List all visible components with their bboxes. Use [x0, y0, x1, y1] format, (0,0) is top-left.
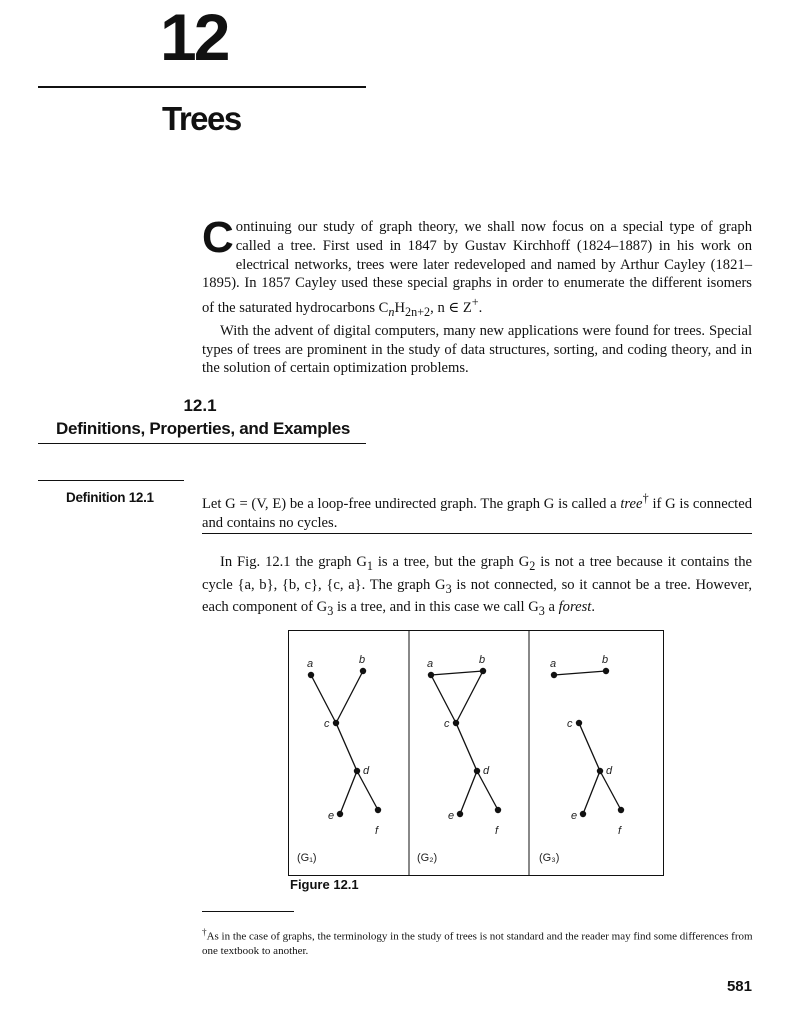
footnote [202, 925, 754, 958]
vertex-f [375, 807, 381, 813]
page-number: 581 [726, 978, 752, 995]
graph-g2 [431, 671, 498, 814]
footnote-rule [202, 911, 294, 912]
vertex-b [480, 668, 486, 674]
para-b: is a tree, but the graph G [372, 554, 530, 570]
vertex-d [474, 768, 480, 774]
para-a: In Fig. 12.1 the graph G [220, 554, 367, 570]
vertex-e [580, 811, 586, 817]
label-b: b [359, 654, 366, 666]
intro-text [202, 213, 752, 378]
para-d: is not connected, so it cannot be a tree. However, each component of G [202, 576, 752, 616]
formula-end: . [478, 300, 483, 317]
formula-h: H [394, 300, 406, 317]
label-f: f [618, 825, 622, 837]
section-rule [38, 443, 366, 444]
edge-b-c [336, 671, 363, 723]
para-c: is not a tree because it contains the cycle {a, b}, {b, c}, {c, a}. The graph G [202, 554, 752, 593]
drop-cap: C [202, 213, 234, 262]
section-number: 12.1 [183, 396, 217, 415]
vertex-b [603, 668, 609, 674]
definition-label: Definition 12.1 [66, 490, 154, 505]
formula-sub-2n2: 2n+2 [405, 304, 431, 319]
chapter-number: 12 [160, 0, 228, 74]
definition-rule [38, 480, 184, 481]
graph-g1 [311, 671, 378, 814]
vertex-b [360, 668, 366, 674]
footnote-text: As in the case of graphs, the terminology in the study of trees is not standard and the reader may find some differences from one textbook to another. [202, 930, 753, 957]
chapter-title: Trees [162, 100, 241, 137]
definition-bottom-rule [202, 533, 752, 534]
edge-d-e [583, 771, 600, 814]
definition-text-a: Let G = (V, E) be a loop-free undirected graph. The graph G is called a [202, 495, 621, 512]
formula-sub-n: n [388, 304, 395, 319]
definition-text-b: if G is connected and contains no cycles. [202, 495, 753, 531]
edge-a-c [311, 675, 336, 723]
formula-tail: , n ∈ Z [430, 300, 472, 317]
edge-d-e [460, 771, 477, 814]
chapter-rule [38, 86, 366, 88]
vertex-c [333, 720, 339, 726]
vertex-a [308, 672, 314, 678]
panel-label-g2: (G₂) [417, 852, 438, 864]
label-f: f [495, 825, 499, 837]
intro-paragraph-1 [202, 213, 752, 322]
vertex-a [428, 672, 434, 678]
label-e: e [328, 810, 335, 822]
vertex-f [495, 807, 501, 813]
edge-d-e [340, 771, 357, 814]
para-sub-2: 2 [529, 558, 536, 573]
definition-term: tree [620, 495, 643, 512]
footnote-mark: † [202, 927, 207, 937]
label-a: a [307, 658, 314, 670]
label-c: c [324, 718, 330, 730]
para-sub-3: 3 [445, 581, 452, 596]
para-sub-4: 3 [327, 604, 334, 619]
figure-caption: Figure 12.1 [290, 877, 359, 892]
label-a: a [427, 658, 434, 670]
para-f: a [544, 599, 559, 616]
label-b: b [479, 654, 486, 666]
label-d: d [483, 765, 490, 777]
panel-label-g1: (G₁) [297, 852, 317, 864]
label-d: d [363, 765, 370, 777]
intro-paragraph-2: With the advent of digital computers, many new applications were found for trees. Special types of trees are prominent in the study of data structures, sorting, and coding theory, and in the solution of certain optimization problems. [202, 322, 752, 377]
definition-text [202, 489, 752, 532]
para-g: . [591, 599, 595, 616]
graph-g3 [554, 671, 621, 814]
label-f: f [375, 825, 379, 837]
para-e: is a tree, and in this case we call G [333, 599, 539, 616]
vertex-d [597, 768, 603, 774]
label-e: e [448, 810, 455, 822]
vertex-a [551, 672, 557, 678]
vertex-d [354, 768, 360, 774]
edge-b-c [456, 671, 483, 723]
figure-intro-paragraph [202, 553, 752, 621]
vertex-f [618, 807, 624, 813]
label-c: c [444, 718, 450, 730]
edge-c-d [456, 723, 477, 771]
vertex-c [576, 720, 582, 726]
dagger-mark: † [642, 491, 649, 505]
para-sub-1: 1 [366, 558, 373, 573]
panel-label-g3: (G₃) [539, 852, 560, 864]
label-a: a [550, 658, 557, 670]
edge-a-b [554, 671, 606, 675]
figure-graphs [289, 631, 663, 875]
forest-term: forest [558, 599, 592, 616]
edge-a-c [431, 675, 456, 723]
label-d: d [606, 765, 613, 777]
vertex-e [337, 811, 343, 817]
edge-c-d [336, 723, 357, 771]
label-b: b [602, 654, 609, 666]
vertex-e [457, 811, 463, 817]
intro-p1-text: ontinuing our study of graph theory, we shall now focus on a special type of graph called a tree. First used in 1847 by Gustav Kirchhoff (1824–1887) in his work on electrical networks, trees were later redeveloped and named by Arthur Cayley (1821–1895). In 1857 Cayley used these special graphs in order to enumerate the different isomers of the saturated hydrocarbons C [202, 219, 752, 317]
para-sub-5: 3 [538, 604, 545, 619]
vertex-c [453, 720, 459, 726]
figure-12-1 [288, 630, 664, 876]
label-c: c [567, 718, 573, 730]
edge-c-d [579, 723, 600, 771]
formula-sup: + [471, 295, 479, 310]
label-e: e [571, 810, 578, 822]
section-title: Definitions, Properties, and Examples [55, 419, 351, 438]
edge-a-b [431, 671, 483, 675]
